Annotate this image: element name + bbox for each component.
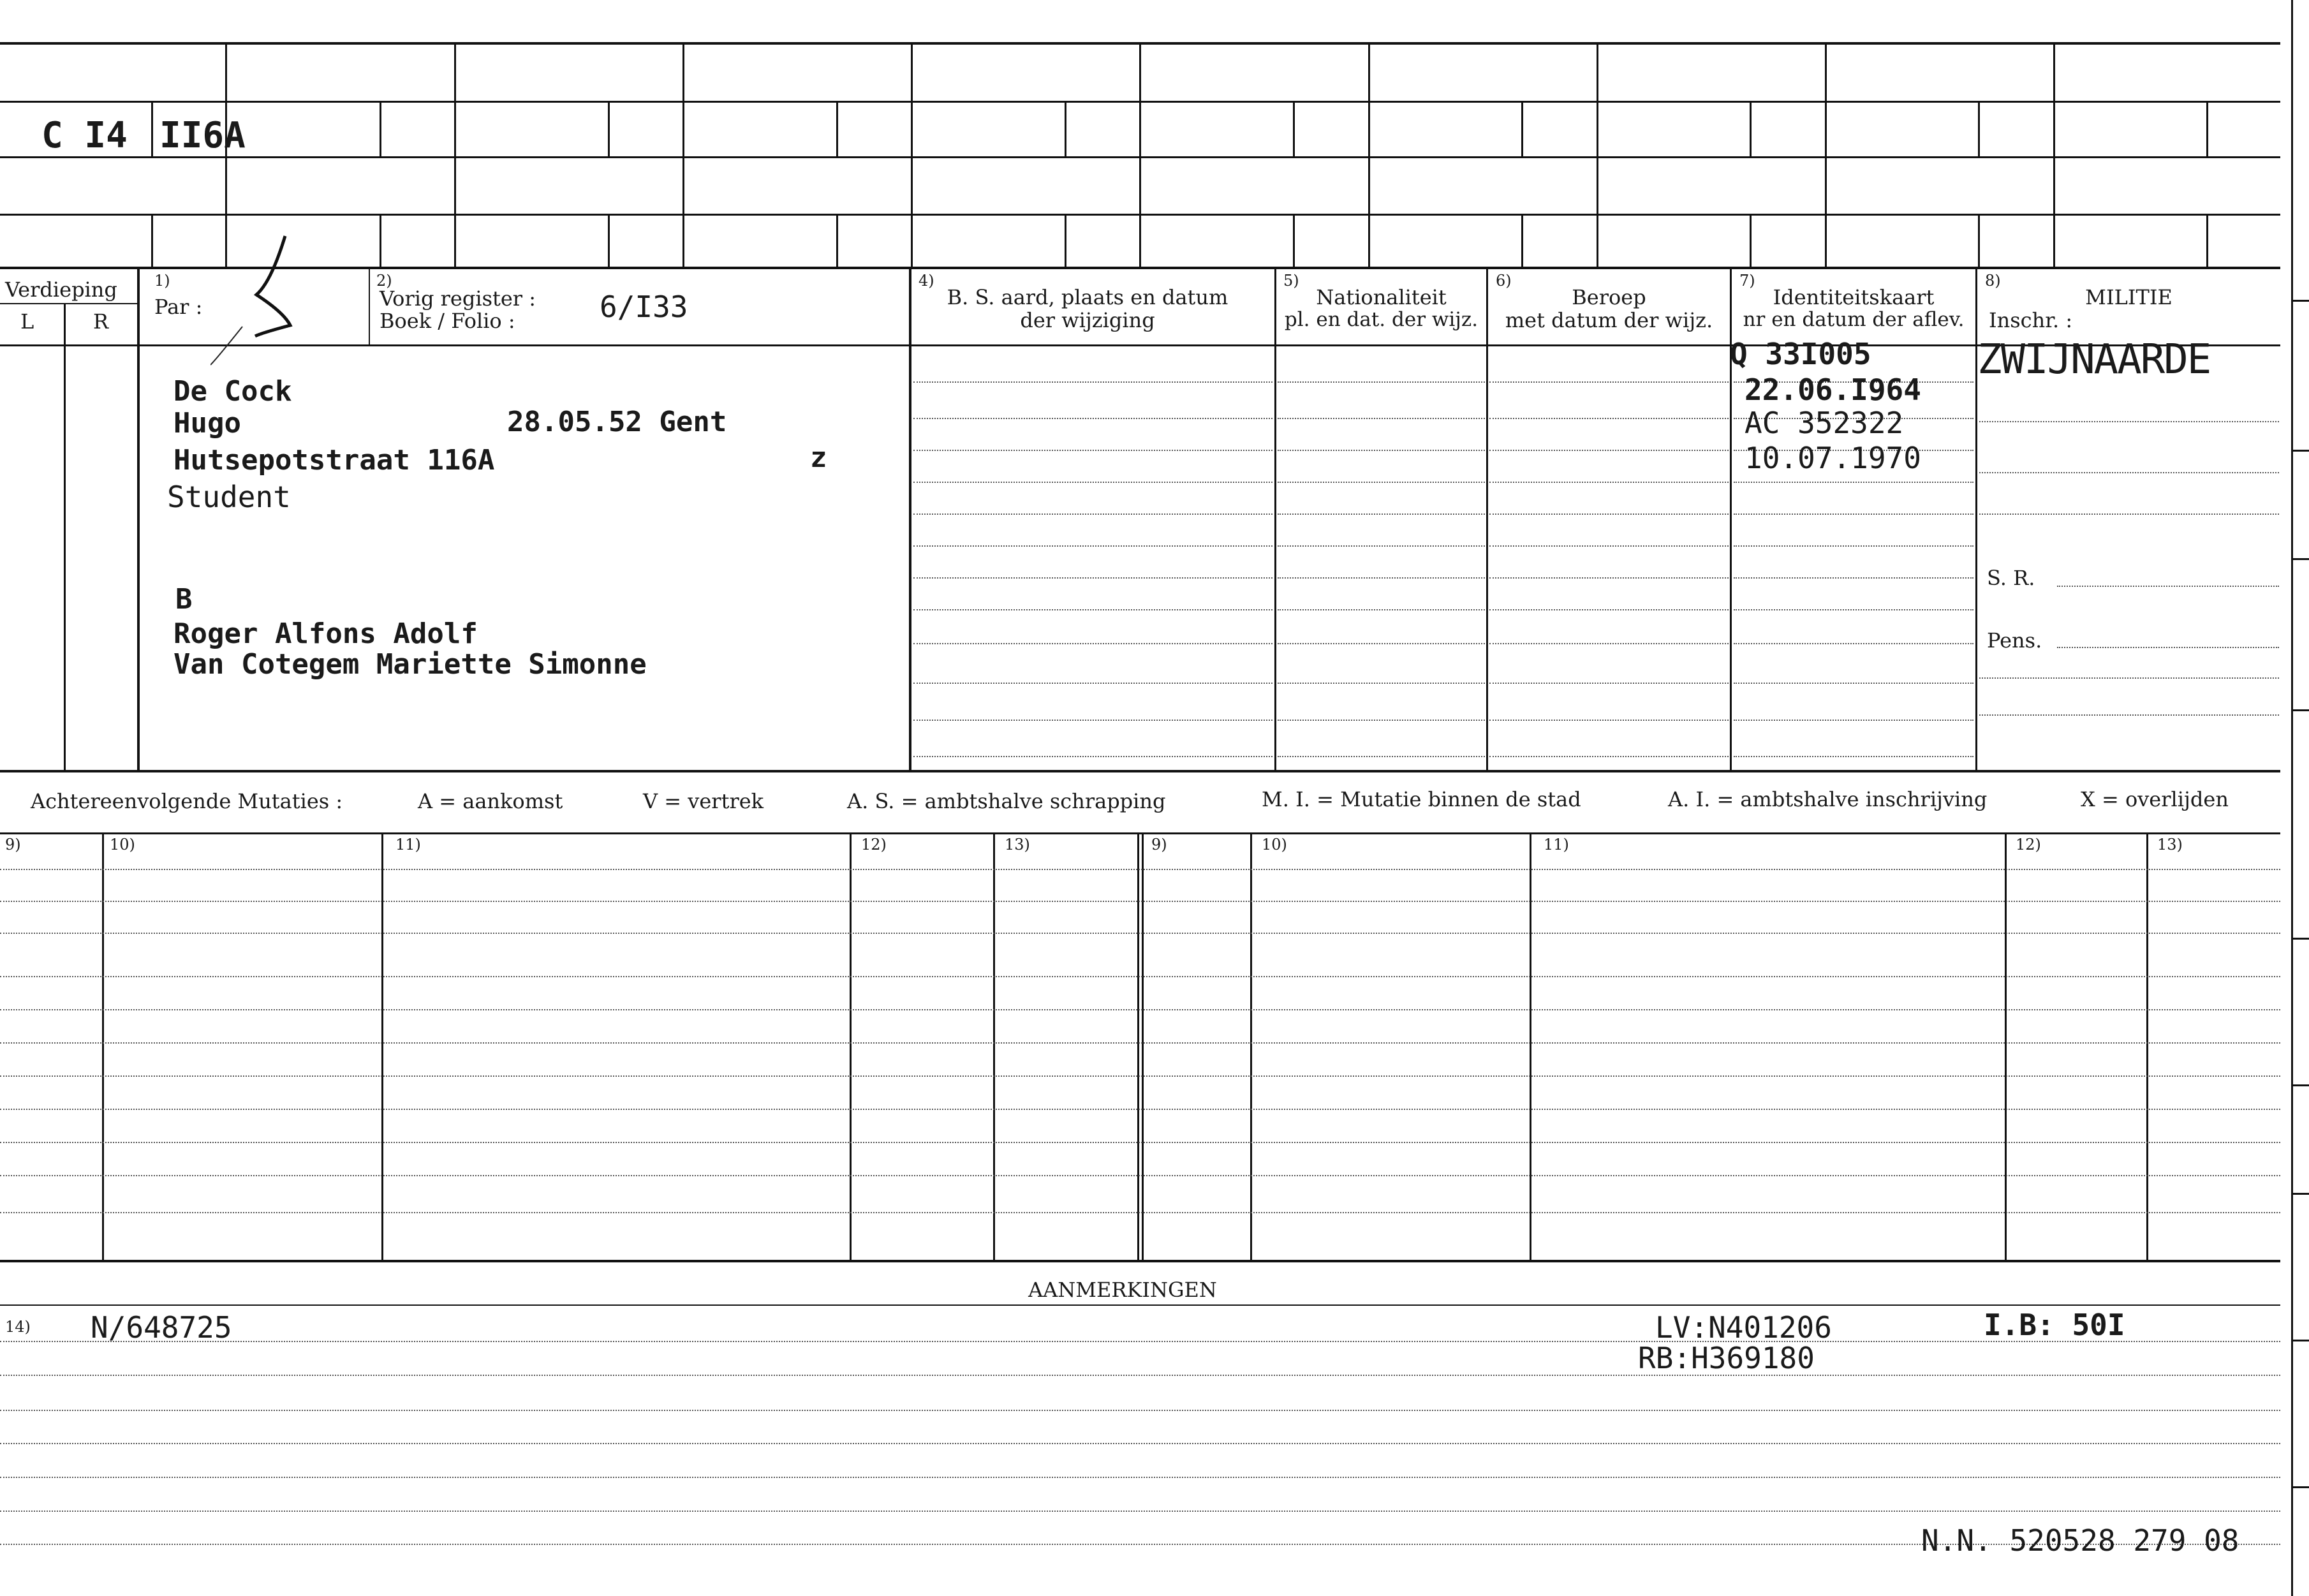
vorig-register-label: Vorig register : (380, 286, 536, 311)
remarks-value: N/648725 (91, 1310, 232, 1345)
person-birth: 28.05.52 Gent (507, 406, 727, 438)
col-divider (1486, 269, 1488, 772)
militie-number: 8) (1985, 272, 2001, 290)
grid-tick (151, 214, 153, 267)
id-header-1: Identiteitskaart (1773, 285, 1935, 309)
person-sex-code: B (175, 583, 193, 616)
bs-header-2: der wijziging (1020, 308, 1155, 332)
grid-col (454, 42, 456, 267)
grid-tick (608, 101, 610, 156)
legend-overlijden: X = overlijden (2081, 787, 2229, 811)
grid-col (682, 42, 684, 267)
beroep-header-2: met datum der wijz. (1505, 308, 1713, 332)
grid-tick (1750, 214, 1752, 267)
id-line-3: AC 352322 (1745, 406, 1904, 440)
grid-col (2053, 42, 2055, 267)
par-number: 1) (154, 272, 170, 290)
national-number: N.N. 520528 279 08 (1921, 1523, 2239, 1558)
remarks-title-line (0, 1304, 2280, 1306)
vorig-register-value: 6/I33 (600, 290, 688, 324)
section-code: C I4 (41, 115, 128, 156)
remarks-ib: I.B: 50I (1984, 1308, 2125, 1342)
grid-tick (836, 214, 838, 267)
grid-tick (1978, 101, 1980, 156)
mutation-col (381, 832, 383, 1260)
mutation-col (1142, 832, 1144, 1260)
grid-tick (2206, 101, 2208, 156)
mutation-col-header: 13) (1005, 836, 1030, 853)
legend-aankomst: A = aankomst (418, 789, 563, 813)
col-divider (909, 269, 911, 772)
grid-col (1825, 42, 1827, 267)
grid-tick (836, 101, 838, 156)
col-divider (369, 269, 370, 346)
bs-header-1: B. S. aard, plaats en datum (947, 285, 1228, 309)
grid-tick (151, 101, 153, 156)
edge-tick (2293, 938, 2309, 940)
mutation-col-header: 12) (2016, 836, 2041, 853)
nat-header-2: pl. en dat. der wijz. (1284, 308, 1479, 331)
person-marker: z (810, 441, 827, 474)
mutation-col (850, 832, 852, 1260)
remarks-number: 14) (5, 1318, 31, 1336)
edge-tick (2293, 450, 2309, 452)
person-address: Hutsepotstraat 116A (173, 444, 495, 477)
person-mother: Van Cotegem Mariette Simonne (173, 648, 647, 681)
person-surname: De Cock (173, 375, 292, 408)
grid-tick (2206, 214, 2208, 267)
mutation-col (993, 832, 995, 1260)
mutation-col (2146, 832, 2148, 1260)
mutation-col (1250, 832, 1252, 1260)
verdieping-label: Verdieping (5, 277, 117, 302)
mutation-bottom-line (0, 1260, 2280, 1262)
grid-line (0, 267, 2280, 269)
house-code: II6A (159, 115, 246, 156)
grid-tick (1065, 101, 1066, 156)
sr-label: S. R. (1987, 566, 2035, 590)
verdieping-r-label: R (93, 309, 109, 334)
edge-tick (2293, 1084, 2309, 1086)
right-edge (2291, 0, 2293, 1596)
mutation-col-header: 10) (110, 836, 135, 853)
bs-number: 4) (918, 272, 934, 290)
mutation-col (1530, 832, 1531, 1260)
legend-vertrek: V = vertrek (643, 789, 764, 813)
edge-tick (2293, 709, 2309, 711)
grid-tick (1521, 101, 1523, 156)
mutation-col-header: 11) (395, 836, 421, 853)
grid-tick (1978, 214, 1980, 267)
nat-number: 5) (1283, 272, 1299, 290)
mutation-top-line (0, 832, 2280, 834)
col-divider (1274, 269, 1276, 772)
mutation-col (2005, 832, 2007, 1260)
verdieping-lr-divider (64, 303, 66, 772)
grid-tick (380, 214, 381, 267)
mutation-col (102, 832, 104, 1260)
edge-tick (2293, 300, 2309, 302)
id-line-4: 10.07.1970 (1745, 441, 1921, 475)
vorig-number: 2) (376, 272, 392, 290)
grid-tick (1065, 214, 1066, 267)
edge-tick (2293, 1486, 2309, 1488)
militie-inschr-value: ZWIJNAARDE (1977, 336, 2211, 383)
beroep-header-1: Beroep (1572, 285, 1646, 309)
mutation-col-header: 9) (1151, 836, 1167, 853)
mutation-col-header: 10) (1262, 836, 1287, 853)
verdieping-l-label: L (20, 309, 34, 334)
legend-ambtshalve-schrapping: A. S. = ambtshalve schrapping (847, 789, 1166, 813)
id-number: 7) (1739, 272, 1755, 290)
grid-tick (1293, 214, 1295, 267)
grid-tick (1750, 101, 1752, 156)
militie-header: MILITIE (2085, 285, 2173, 309)
mutation-col-header: 11) (1544, 836, 1569, 853)
mutation-legend-title: Achtereenvolgende Mutaties : (31, 789, 343, 813)
beroep-number: 6) (1496, 272, 1512, 290)
handwritten-par-mark (210, 231, 313, 371)
id-header-2: nr en datum der aflev. (1743, 308, 1965, 331)
id-line-2: 22.06.I964 (1745, 373, 1921, 407)
person-given-name: Hugo (173, 407, 241, 440)
mutation-col-header: 13) (2157, 836, 2183, 853)
edge-tick (2293, 1340, 2309, 1341)
person-father: Roger Alfons Adolf (173, 617, 478, 650)
grid-tick (1293, 101, 1295, 156)
grid-tick (608, 214, 610, 267)
grid-tick (380, 101, 381, 156)
mutation-col (1137, 832, 1139, 1260)
grid-tick (1521, 214, 1523, 267)
grid-col (1597, 42, 1598, 267)
boek-folio-label: Boek / Folio : (380, 309, 515, 333)
grid-col (911, 42, 913, 267)
grid-col (1139, 42, 1141, 267)
nat-header-1: Nationaliteit (1316, 285, 1447, 309)
grid-col (1368, 42, 1370, 267)
remarks-title: AANMERKINGEN (1028, 1278, 1217, 1302)
verdieping-split (0, 303, 137, 304)
edge-tick (2293, 1193, 2309, 1195)
remarks-rb: RB:H369180 (1638, 1341, 1815, 1375)
legend-ambtshalve-inschrijving: A. I. = ambtshalve inschrijving (1668, 787, 1988, 811)
mutation-col-header: 9) (5, 836, 21, 853)
edge-tick (2293, 558, 2309, 560)
remarks-lv: LV:N401206 (1655, 1310, 1832, 1345)
pens-label: Pens. (1987, 628, 2042, 653)
header-bottom-line (0, 344, 2280, 346)
upper-block-bottom (0, 770, 2280, 772)
par-label: Par : (154, 295, 203, 319)
inschr-label: Inschr. : (1989, 308, 2073, 332)
mutation-col-header: 12) (861, 836, 887, 853)
id-line-1: Q 33I005 (1730, 337, 1871, 371)
person-occupation: Student (167, 480, 291, 514)
legend-mutatie-binnen-stad: M. I. = Mutatie binnen de stad (1262, 787, 1581, 811)
col-divider (137, 269, 140, 772)
